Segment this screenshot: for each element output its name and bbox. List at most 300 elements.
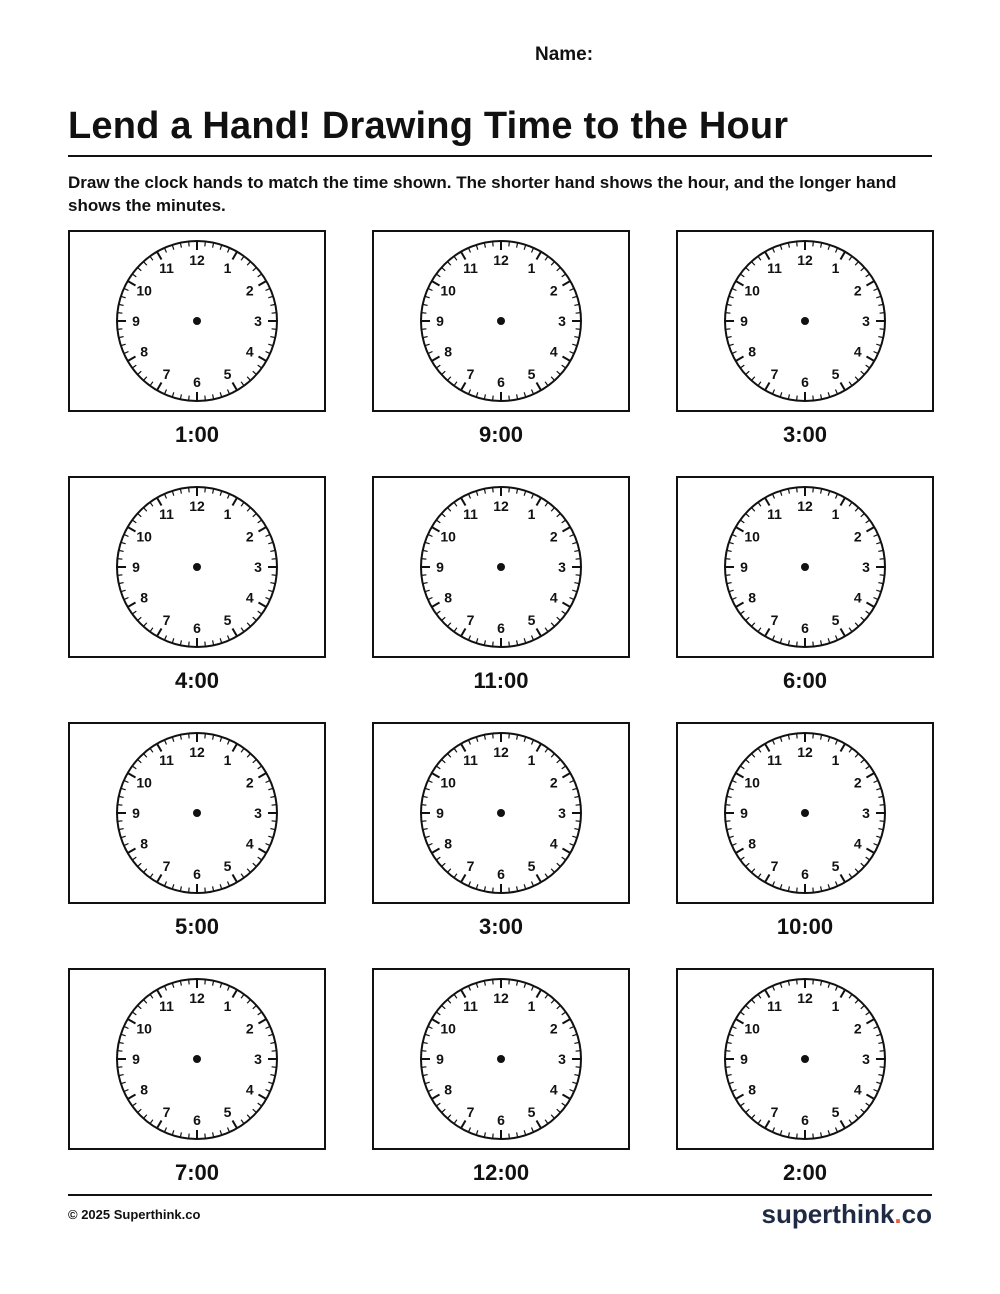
clock-number: 6	[497, 374, 505, 390]
minute-tick	[509, 487, 510, 492]
clock-number: 1	[831, 752, 840, 769]
clock-number: 2	[853, 282, 862, 299]
time-label: 4:00	[174, 668, 220, 693]
brand-tld: co	[901, 1199, 932, 1229]
minute-tick	[205, 733, 206, 738]
minute-tick	[880, 329, 885, 330]
clock-number: 3	[862, 559, 870, 575]
clock-center-dot	[497, 563, 505, 571]
clock-number: 6	[193, 866, 201, 882]
clock-number: 1	[527, 506, 536, 523]
clock-number: 9	[740, 313, 748, 329]
clock-number: 4	[549, 589, 558, 606]
clock-item	[372, 476, 630, 722]
clock-number: 2	[245, 528, 254, 545]
clock-number: 4	[245, 835, 254, 852]
clock-face	[418, 730, 584, 896]
minute-tick	[189, 396, 190, 401]
clock-number: 3	[254, 1051, 262, 1067]
minute-tick	[272, 821, 277, 822]
minute-tick	[509, 241, 510, 246]
minute-tick	[797, 396, 798, 401]
clock-number: 12	[797, 498, 813, 514]
minute-tick	[421, 329, 426, 330]
clock-number: 1	[831, 998, 840, 1015]
minute-tick	[576, 821, 581, 822]
minute-tick	[725, 313, 730, 314]
clock-number: 7	[466, 857, 475, 874]
instructions: Draw the clock hands to match the time shown. The shorter hand shows the hour, and the longer hand shows the minutes.	[68, 173, 897, 215]
clock-number: 11	[159, 998, 174, 1015]
clock-number: 12	[189, 744, 205, 760]
time-label: 6:00	[782, 668, 828, 693]
clock-number: 7	[770, 1103, 779, 1120]
clock-number: 1	[223, 998, 232, 1015]
clock-number: 10	[744, 282, 760, 299]
time-label: 3:00	[478, 914, 524, 939]
minute-tick	[813, 979, 814, 984]
clock-number: 8	[748, 835, 757, 852]
minute-tick	[880, 1051, 885, 1052]
clock-center-dot	[193, 809, 201, 817]
clock-center-dot	[801, 563, 809, 571]
clock-number: 10	[440, 1020, 456, 1037]
clock-number: 1	[831, 260, 840, 277]
clock-frame[interactable]	[68, 476, 326, 658]
clock-item	[68, 476, 326, 722]
minute-tick	[493, 642, 494, 647]
clock-item	[68, 968, 326, 1214]
minute-tick	[189, 642, 190, 647]
clock-number: 4	[853, 1081, 862, 1098]
clock-number: 10	[136, 528, 152, 545]
minute-tick	[117, 805, 122, 806]
clock-number: 1	[223, 260, 232, 277]
clock-number: 6	[801, 620, 809, 636]
clock-grid	[68, 230, 933, 1214]
minute-tick	[421, 575, 426, 576]
clock-number: 12	[189, 990, 205, 1006]
minute-tick	[509, 733, 510, 738]
clock-number: 8	[748, 343, 757, 360]
time-label: 2:00	[782, 1160, 828, 1185]
minute-tick	[493, 487, 494, 492]
minute-tick	[205, 241, 206, 246]
time-label: 11:00	[473, 668, 529, 693]
minute-tick	[272, 329, 277, 330]
minute-tick	[421, 821, 426, 822]
clock-number: 4	[549, 835, 558, 852]
clock-number: 4	[549, 343, 558, 360]
minute-tick	[797, 979, 798, 984]
minute-tick	[813, 888, 814, 893]
minute-tick	[421, 1067, 426, 1068]
clock-number: 12	[493, 990, 509, 1006]
clock-number: 5	[223, 857, 232, 874]
clock-face	[114, 730, 280, 896]
clock-item	[372, 230, 630, 476]
clock-number: 2	[549, 528, 558, 545]
clock-center-dot	[193, 1055, 201, 1063]
clock-item	[676, 230, 934, 476]
minute-tick	[576, 1051, 581, 1052]
clock-number: 11	[463, 260, 478, 277]
minute-tick	[117, 1067, 122, 1068]
clock-number: 9	[132, 559, 140, 575]
clock-face	[418, 238, 584, 404]
clock-frame[interactable]	[68, 968, 326, 1150]
minute-tick	[576, 559, 581, 560]
minute-tick	[509, 888, 510, 893]
clock-number: 3	[558, 805, 566, 821]
clock-number: 11	[159, 506, 174, 523]
clock-number: 7	[770, 857, 779, 874]
minute-tick	[880, 821, 885, 822]
clock-number: 5	[831, 1103, 840, 1120]
clock-number: 3	[558, 559, 566, 575]
minute-tick	[493, 396, 494, 401]
clock-item	[68, 722, 326, 968]
clock-number: 5	[831, 365, 840, 382]
clock-number: 5	[223, 611, 232, 628]
clock-number: 2	[853, 1020, 862, 1037]
minute-tick	[272, 313, 277, 314]
clock-number: 11	[463, 998, 478, 1015]
minute-tick	[205, 487, 206, 492]
minute-tick	[421, 313, 426, 314]
minute-tick	[725, 575, 730, 576]
clock-number: 8	[748, 589, 757, 606]
clock-number: 10	[440, 282, 456, 299]
clock-number: 4	[549, 1081, 558, 1098]
clock-face	[722, 484, 888, 650]
clock-number: 11	[463, 506, 478, 523]
minute-tick	[272, 805, 277, 806]
clock-number: 10	[136, 282, 152, 299]
clock-number: 7	[162, 857, 171, 874]
clock-frame[interactable]	[372, 476, 630, 658]
clock-face	[722, 976, 888, 1142]
clock-number: 3	[254, 559, 262, 575]
title-divider	[68, 155, 932, 157]
clock-number: 12	[797, 990, 813, 1006]
clock-number: 8	[140, 835, 149, 852]
minute-tick	[509, 1134, 510, 1139]
clock-number: 12	[797, 744, 813, 760]
brand-logo	[762, 1199, 933, 1230]
clock-number: 3	[862, 1051, 870, 1067]
clock-frame[interactable]	[372, 968, 630, 1150]
clock-frame[interactable]	[68, 722, 326, 904]
minute-tick	[189, 241, 190, 246]
minute-tick	[493, 733, 494, 738]
clock-number: 11	[159, 752, 174, 769]
clock-number: 8	[140, 1081, 149, 1098]
clock-number: 7	[162, 611, 171, 628]
minute-tick	[813, 1134, 814, 1139]
clock-number: 9	[436, 313, 444, 329]
clock-number: 9	[436, 1051, 444, 1067]
clock-number: 6	[801, 866, 809, 882]
minute-tick	[189, 733, 190, 738]
clock-number: 12	[797, 252, 813, 268]
minute-tick	[272, 1051, 277, 1052]
time-label: 12:00	[472, 1160, 530, 1185]
minute-tick	[117, 329, 122, 330]
minute-tick	[509, 642, 510, 647]
minute-tick	[880, 313, 885, 314]
clock-number: 11	[767, 506, 782, 523]
minute-tick	[189, 487, 190, 492]
clock-number: 11	[463, 752, 478, 769]
clock-number: 12	[493, 744, 509, 760]
clock-number: 3	[558, 313, 566, 329]
minute-tick	[493, 888, 494, 893]
minute-tick	[725, 559, 730, 560]
clock-number: 5	[831, 611, 840, 628]
minute-tick	[421, 559, 426, 560]
minute-tick	[117, 559, 122, 560]
clock-frame[interactable]	[372, 722, 630, 904]
clock-number: 5	[223, 365, 232, 382]
clock-number: 9	[436, 805, 444, 821]
clock-number: 11	[159, 260, 174, 277]
footer-divider	[68, 1194, 932, 1196]
clock-number: 5	[527, 611, 536, 628]
clock-number: 10	[440, 774, 456, 791]
minute-tick	[189, 979, 190, 984]
clock-face	[114, 976, 280, 1142]
clock-number: 3	[862, 805, 870, 821]
clock-number: 3	[254, 805, 262, 821]
time-label: 10:00	[776, 914, 834, 939]
clock-number: 2	[549, 282, 558, 299]
minute-tick	[797, 733, 798, 738]
minute-tick	[725, 805, 730, 806]
clock-number: 4	[245, 1081, 254, 1098]
clock-number: 9	[436, 559, 444, 575]
clock-number: 11	[767, 998, 782, 1015]
minute-tick	[797, 642, 798, 647]
clock-item	[68, 230, 326, 476]
clock-number: 6	[193, 620, 201, 636]
clock-item	[372, 722, 630, 968]
clock-number: 5	[831, 857, 840, 874]
clock-number: 8	[444, 1081, 453, 1098]
clock-number: 7	[466, 1103, 475, 1120]
clock-frame[interactable]	[676, 230, 934, 412]
clock-face	[114, 238, 280, 404]
clock-number: 10	[744, 528, 760, 545]
clock-number: 5	[527, 1103, 536, 1120]
clock-number: 9	[740, 559, 748, 575]
clock-number: 9	[132, 313, 140, 329]
clock-number: 10	[744, 1020, 760, 1037]
minute-tick	[205, 979, 206, 984]
clock-number: 4	[853, 589, 862, 606]
clock-frame[interactable]	[676, 722, 934, 904]
clock-number: 8	[748, 1081, 757, 1098]
clock-number: 3	[558, 1051, 566, 1067]
minute-tick	[117, 313, 122, 314]
minute-tick	[272, 575, 277, 576]
name-label: Name:	[535, 44, 594, 65]
clock-number: 11	[767, 752, 782, 769]
minute-tick	[509, 979, 510, 984]
clock-number: 6	[801, 374, 809, 390]
clock-number: 4	[245, 589, 254, 606]
clock-number: 7	[162, 1103, 171, 1120]
clock-number: 8	[444, 343, 453, 360]
clock-number: 1	[527, 752, 536, 769]
clock-number: 6	[497, 866, 505, 882]
minute-tick	[272, 559, 277, 560]
clock-number: 6	[497, 1112, 505, 1128]
clock-item	[676, 476, 934, 722]
clock-face	[722, 238, 888, 404]
clock-number: 4	[853, 835, 862, 852]
minute-tick	[797, 241, 798, 246]
clock-face	[114, 484, 280, 650]
clock-item	[676, 968, 934, 1214]
clock-item	[372, 968, 630, 1214]
clock-number: 9	[132, 1051, 140, 1067]
clock-center-dot	[193, 317, 201, 325]
minute-tick	[880, 1067, 885, 1068]
clock-number: 8	[444, 835, 453, 852]
clock-number: 7	[466, 611, 475, 628]
clock-face	[722, 730, 888, 896]
minute-tick	[189, 1134, 190, 1139]
minute-tick	[493, 979, 494, 984]
minute-tick	[797, 487, 798, 492]
minute-tick	[421, 805, 426, 806]
brand-dot: .	[894, 1199, 902, 1229]
minute-tick	[117, 1051, 122, 1052]
minute-tick	[576, 313, 581, 314]
minute-tick	[205, 1134, 206, 1139]
clock-frame[interactable]	[68, 230, 326, 412]
minute-tick	[880, 805, 885, 806]
clock-number: 10	[136, 1020, 152, 1037]
minute-tick	[576, 575, 581, 576]
clock-number: 8	[140, 589, 149, 606]
clock-number: 4	[853, 343, 862, 360]
clock-number: 2	[549, 774, 558, 791]
clock-number: 2	[245, 282, 254, 299]
clock-number: 2	[549, 1020, 558, 1037]
clock-number: 10	[136, 774, 152, 791]
clock-number: 10	[440, 528, 456, 545]
minute-tick	[205, 396, 206, 401]
minute-tick	[880, 559, 885, 560]
clock-number: 12	[189, 252, 205, 268]
clock-number: 1	[223, 506, 232, 523]
clock-number: 2	[853, 774, 862, 791]
clock-center-dot	[497, 1055, 505, 1063]
minute-tick	[813, 396, 814, 401]
clock-number: 11	[767, 260, 782, 277]
clock-number: 3	[254, 313, 262, 329]
clock-number: 4	[245, 343, 254, 360]
clock-center-dot	[193, 563, 201, 571]
copyright-text: © 2025 Superthink.co	[68, 1207, 201, 1222]
minute-tick	[117, 821, 122, 822]
minute-tick	[725, 329, 730, 330]
clock-number: 6	[497, 620, 505, 636]
clock-number: 1	[831, 506, 840, 523]
minute-tick	[205, 888, 206, 893]
clock-number: 9	[740, 1051, 748, 1067]
clock-number: 9	[740, 805, 748, 821]
clock-number: 12	[189, 498, 205, 514]
clock-number: 7	[162, 365, 171, 382]
clock-number: 5	[223, 1103, 232, 1120]
brand-name: superthink	[761, 1199, 895, 1229]
minute-tick	[205, 642, 206, 647]
time-label: 3:00	[782, 422, 828, 447]
clock-number: 9	[132, 805, 140, 821]
time-label: 5:00	[174, 914, 220, 939]
clock-center-dot	[497, 317, 505, 325]
time-label: 7:00	[174, 1160, 220, 1185]
minute-tick	[576, 805, 581, 806]
clock-number: 1	[527, 998, 536, 1015]
clock-center-dot	[801, 317, 809, 325]
clock-number: 12	[493, 252, 509, 268]
clock-center-dot	[801, 1055, 809, 1063]
minute-tick	[509, 396, 510, 401]
clock-number: 7	[770, 365, 779, 382]
clock-face	[418, 484, 584, 650]
minute-tick	[493, 241, 494, 246]
clock-frame[interactable]	[676, 476, 934, 658]
clock-number: 2	[245, 1020, 254, 1037]
minute-tick	[813, 241, 814, 246]
clock-number: 2	[853, 528, 862, 545]
minute-tick	[725, 1067, 730, 1068]
clock-number: 6	[801, 1112, 809, 1128]
minute-tick	[880, 575, 885, 576]
clock-frame[interactable]	[676, 968, 934, 1150]
minute-tick	[272, 1067, 277, 1068]
clock-frame[interactable]	[372, 230, 630, 412]
clock-number: 8	[140, 343, 149, 360]
minute-tick	[576, 329, 581, 330]
clock-number: 2	[245, 774, 254, 791]
clock-center-dot	[801, 809, 809, 817]
clock-number: 5	[527, 365, 536, 382]
clock-number: 1	[223, 752, 232, 769]
minute-tick	[813, 733, 814, 738]
minute-tick	[813, 487, 814, 492]
clock-item	[676, 722, 934, 968]
minute-tick	[117, 575, 122, 576]
clock-number: 12	[493, 498, 509, 514]
minute-tick	[576, 1067, 581, 1068]
minute-tick	[189, 888, 190, 893]
minute-tick	[797, 888, 798, 893]
clock-number: 3	[862, 313, 870, 329]
time-label: 9:00	[478, 422, 524, 447]
clock-face	[418, 976, 584, 1142]
page-title: Lend a Hand! Drawing Time to the Hour	[68, 105, 789, 147]
clock-number: 6	[193, 1112, 201, 1128]
time-label: 1:00	[174, 422, 220, 447]
minute-tick	[813, 642, 814, 647]
clock-number: 7	[466, 365, 475, 382]
minute-tick	[725, 821, 730, 822]
